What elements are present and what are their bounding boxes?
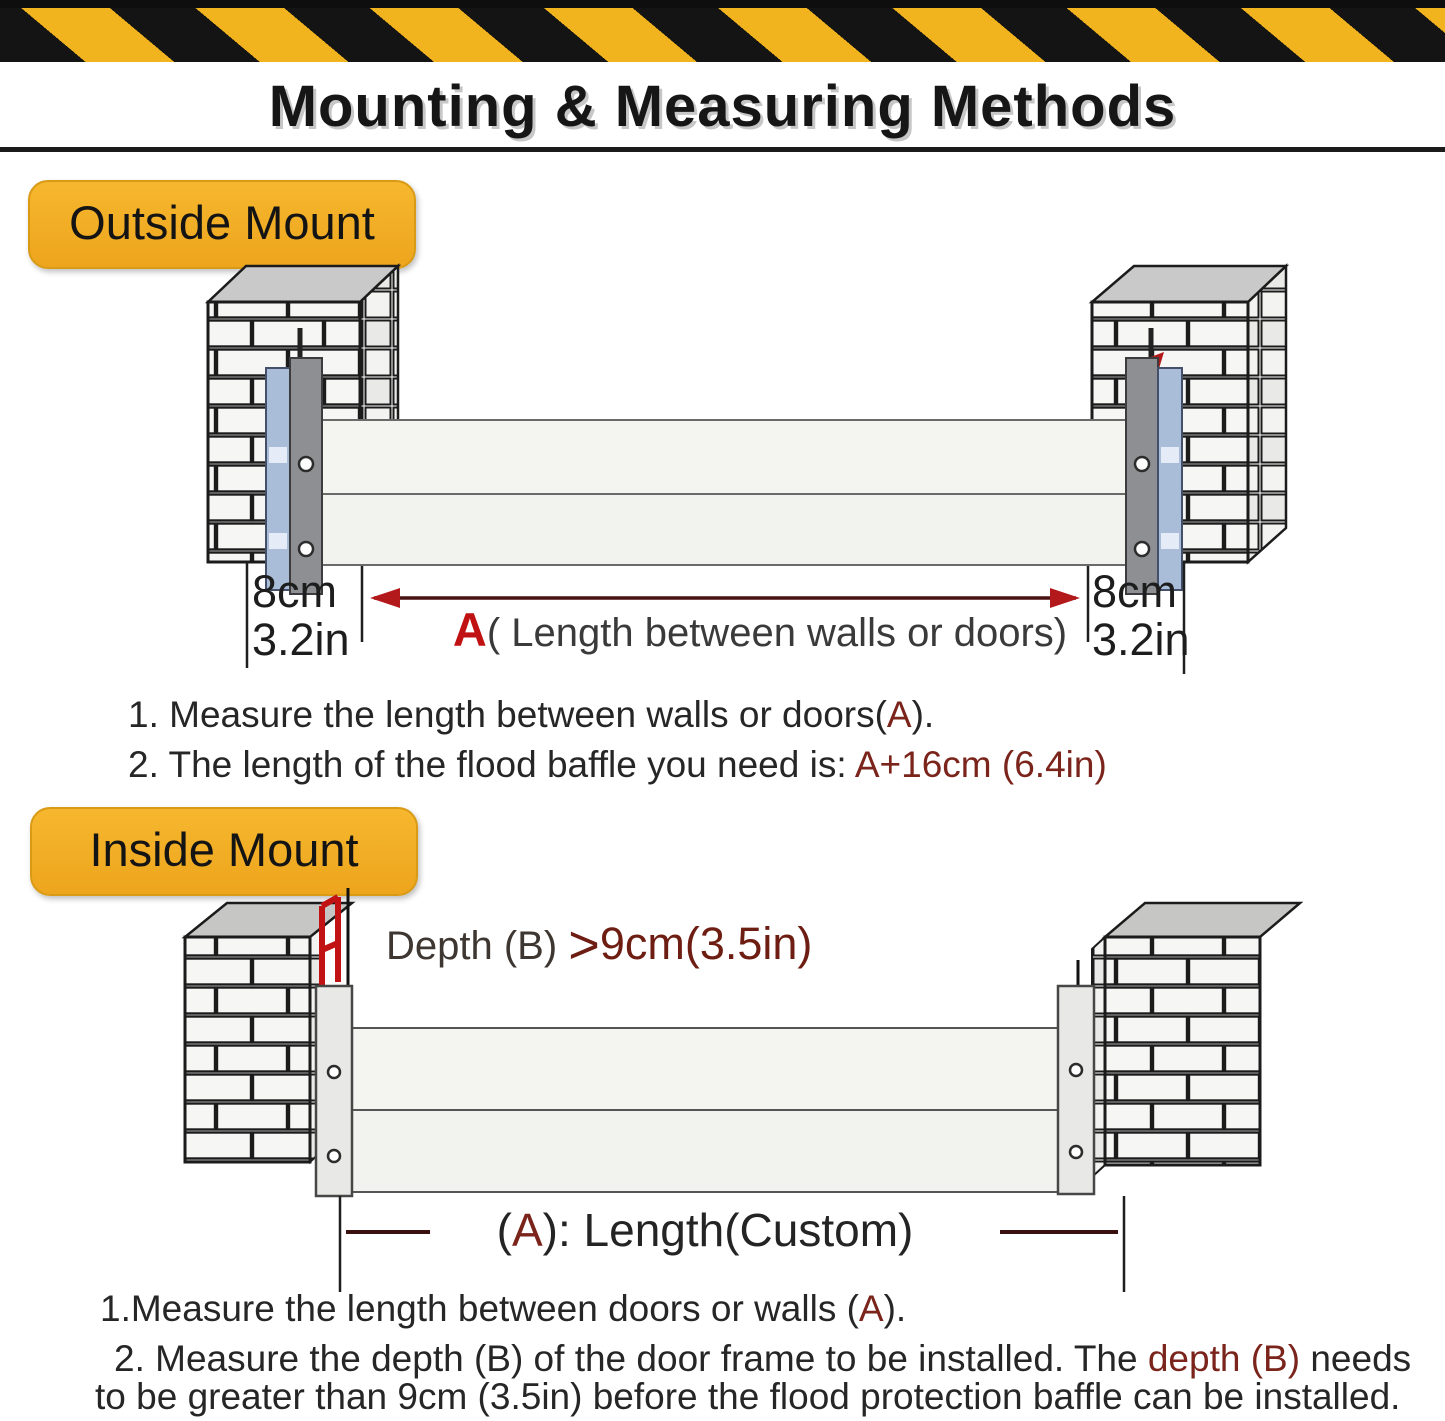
measure-label-left	[252, 568, 382, 664]
step-text: needs	[1300, 1338, 1412, 1379]
step-text: 1. Measure the length between walls or doors(	[128, 694, 887, 735]
step-text: ).	[883, 1288, 907, 1329]
mounting-channel-right	[1126, 358, 1182, 594]
step-highlight: depth (B)	[1147, 1338, 1301, 1379]
outside-mount-badge: Outside Mount	[28, 180, 416, 269]
depth-label-name: Depth (B)	[386, 924, 569, 968]
measure-cm: 8cm	[252, 566, 338, 617]
depth-label-value: 9cm(3.5in)	[599, 918, 813, 969]
flood-barrier-panels-inside	[352, 1028, 1058, 1192]
outside-step-2	[128, 744, 1107, 786]
mounting-post-left	[316, 986, 352, 1196]
measure-label-right	[1092, 568, 1222, 664]
length-label-rest: ): Length(Custom)	[542, 1204, 914, 1256]
mounting-post-right	[1058, 986, 1094, 1194]
step-highlight: A	[858, 1288, 884, 1329]
length-label-paren: (	[496, 1204, 512, 1256]
inside-step-1	[100, 1288, 906, 1330]
greater-than-sign: >	[568, 915, 600, 975]
measure-cm: 8cm	[1092, 566, 1178, 617]
page-title: Mounting & Measuring Methods	[268, 74, 1177, 139]
depth-label	[386, 914, 812, 976]
inside-step-2	[114, 1338, 1411, 1380]
span-label-a: A	[452, 603, 487, 656]
span-length-label	[420, 602, 1100, 657]
step-text: 2. The length of the flood baffle you need is:	[128, 744, 855, 785]
length-label	[445, 1203, 965, 1257]
step-text: 2. Measure the depth (B) of the door frame to be installed. The	[114, 1338, 1148, 1379]
mounting-channel-left	[266, 358, 322, 594]
measure-in: 3.2in	[1092, 614, 1190, 665]
length-label-a: A	[511, 1204, 543, 1256]
inside-mount-badge: Inside Mount	[30, 807, 418, 896]
step-highlight: A	[886, 694, 912, 735]
brick-pillar-right-inside	[1092, 903, 1300, 1177]
inside-step-2-line2: to be greater than 9cm (3.5in) before the flood protection baffle can be installed.	[95, 1376, 1401, 1417]
measure-in: 3.2in	[252, 614, 350, 665]
outside-step-1	[128, 694, 934, 736]
step-text: 1.Measure the length between doors or walls (	[100, 1288, 859, 1329]
step-highlight: A+16cm (6.4in)	[854, 744, 1107, 785]
span-label-rest: ( Length between walls or doors)	[486, 611, 1068, 655]
step-text: ).	[911, 694, 935, 735]
flood-barrier-panels	[322, 420, 1128, 565]
